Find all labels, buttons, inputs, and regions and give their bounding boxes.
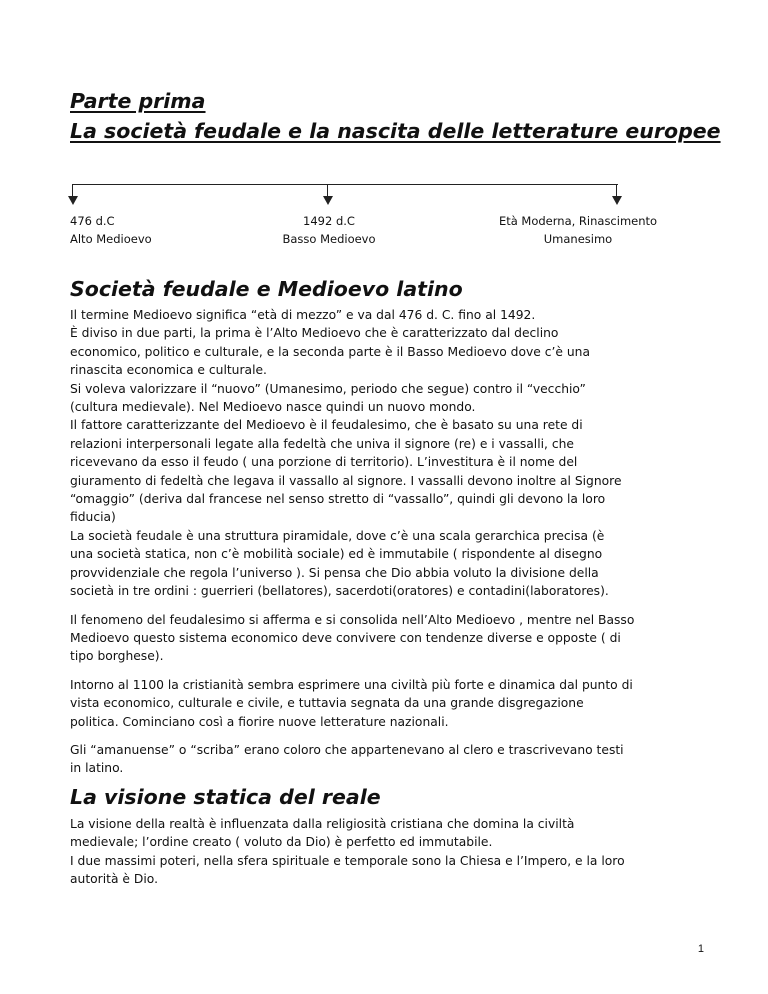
timeline-date: 476 d.C	[70, 214, 115, 228]
timeline-period: Umanesimo	[543, 232, 613, 246]
text-line: È diviso in due parti, la prima è l’Alto Medioevo che è caratterizzato dal declino	[70, 326, 559, 341]
text-line: relazioni interpersonali legate alla fedeltà che univa il signore (re) e i vassalli, che	[70, 436, 574, 451]
text-line: giuramento di fedeltà che legava il vassallo al signore. I vassalli devono inoltre al Signore	[70, 473, 622, 488]
timeline-date: 1492 d.C	[303, 214, 355, 228]
text-line: medievale; l’ordine creato ( voluto da Dio) è perfetto ed immutabile.	[70, 835, 493, 850]
timeline-entry-3	[478, 212, 678, 248]
text-line: autorità è Dio.	[70, 872, 158, 887]
text-line: società in tre ordini : guerrieri (bellatores), sacerdoti(oratores) e contadini(laboratores).	[70, 584, 609, 599]
section-body	[70, 306, 700, 778]
timeline-line	[72, 184, 618, 185]
text-line: La visione della realtà è influenzata dalla religiosità cristiana che domina la civiltà	[70, 817, 575, 831]
timeline-date: Età Moderna, Rinascimento	[498, 214, 658, 228]
text-line: vista economico, culturale e civile, e tuttavia segnata da una grande disgregazione	[70, 696, 584, 711]
text-line: provvidenziale che regola l’universo ). Si pensa che Dio abbia voluto la divisione della	[70, 565, 599, 580]
text-line: ricevevano da esso il feudo ( una porzione di territorio). L’investitura è il nome del	[70, 455, 578, 470]
arrow-down-icon	[611, 184, 623, 206]
text-line: (cultura medievale). Nel Medioevo nasce quindi un nuovo mondo.	[70, 400, 476, 415]
page-number: 1	[697, 943, 704, 955]
timeline	[64, 178, 704, 248]
document-title: La società feudale e la nascita delle letterature europee	[70, 119, 721, 143]
text-line: Il fattore caratterizzante del Medioevo è il feudalesimo, che è basato su una rete di	[70, 418, 583, 433]
arrow-down-icon	[67, 184, 79, 206]
text-line: tipo borghese).	[70, 649, 164, 664]
timeline-entry-1	[70, 212, 152, 248]
section-body	[70, 815, 700, 889]
text-line: Gli “amanuense” o “scriba” erano coloro che appartenevano al clero e trascrivevano testi	[70, 742, 624, 757]
part-title: Parte prima	[70, 89, 206, 113]
text-line: in latino.	[70, 761, 124, 776]
timeline-period: Basso Medioevo	[282, 232, 376, 246]
timeline-period: Alto Medioevo	[70, 232, 152, 246]
section-heading: La visione statica del reale	[70, 785, 381, 809]
text-line: Il termine Medioevo significa “età di mezzo” e va dal 476 d. C. fino al 1492.	[70, 308, 536, 322]
text-line: Il fenomeno del feudalesimo si afferma e si consolida nell’Alto Medioevo , mentre nel Basso	[70, 612, 635, 627]
text-line: Si voleva valorizzare il “nuovo” (Umanesimo, periodo che segue) contro il “vecchio”	[70, 381, 586, 396]
section-heading: Società feudale e Medioevo latino	[70, 277, 463, 301]
text-line: economico, politico e culturale, e la seconda parte è il Basso Medioevo dove c’è una	[70, 344, 591, 359]
text-line: rinascita economica e culturale.	[70, 363, 267, 378]
text-line: politica. Cominciano così a fiorire nuove letterature nazionali.	[70, 714, 449, 729]
text-line: “omaggio” (deriva dal francese nel senso stretto di “vassallo”, quindi gli devono la loro	[70, 492, 606, 507]
title-block	[70, 86, 730, 146]
text-line: La società feudale è una struttura piramidale, dove c’è una scala gerarchica precisa (è	[70, 528, 605, 543]
text-line: una società statica, non c’è mobilità sociale) ed è immutabile ( rispondente al disegno	[70, 547, 603, 562]
timeline-entry-2	[274, 212, 384, 248]
text-line: Medioevo questo sistema economico deve convivere con tendenze diverse e opposte ( di	[70, 630, 621, 645]
text-line: Intorno al 1100 la cristianità sembra esprimere una civiltà più forte e dinamica dal punto di	[70, 677, 633, 692]
text-line: I due massimi poteri, nella sfera spirituale e temporale sono la Chiesa e l’Impero, e la loro	[70, 853, 625, 868]
text-line: fiducia)	[70, 510, 116, 525]
arrow-down-icon	[322, 184, 334, 206]
